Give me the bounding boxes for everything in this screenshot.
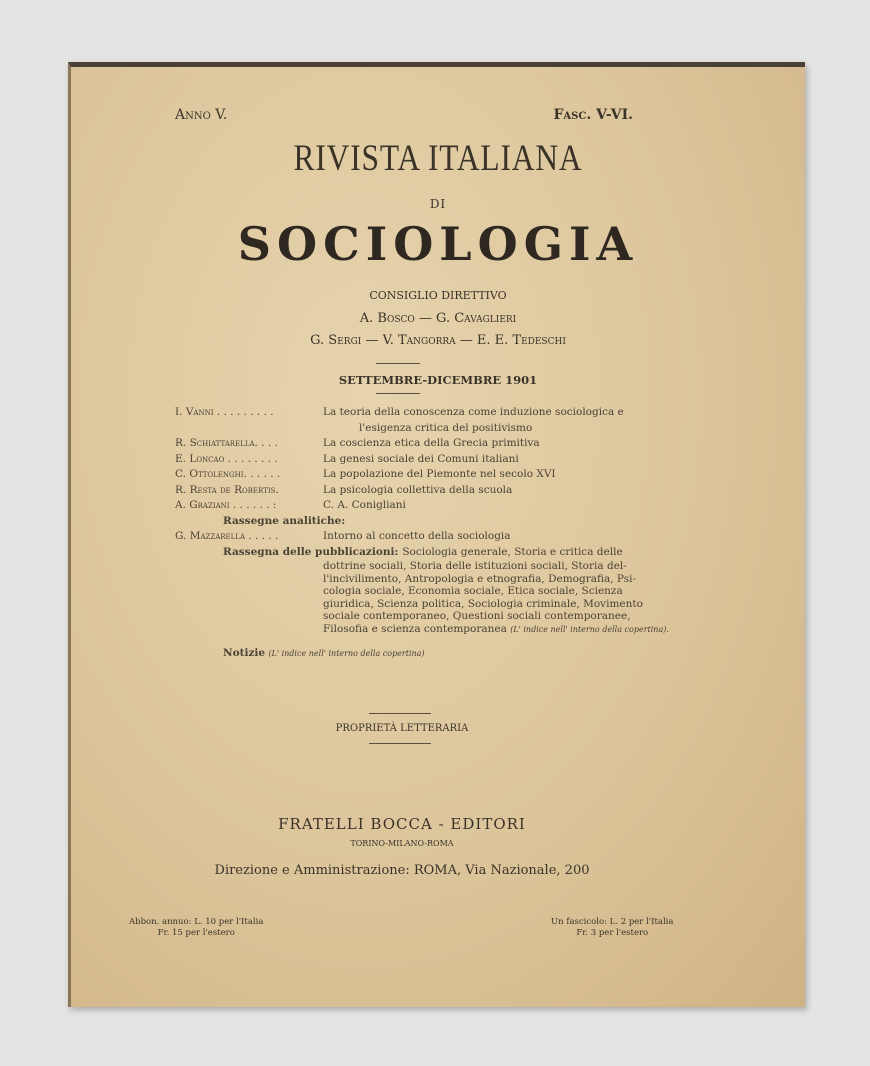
toc-entry — [175, 405, 669, 421]
issue-number: Fasc. V-VI. — [553, 107, 633, 123]
divider — [376, 363, 420, 364]
toc-entry — [175, 529, 669, 545]
toc-author: I. Vanni . . . . . . . . . — [175, 406, 274, 418]
price-line: Un fascicolo: L. 2 per l'Italia — [551, 917, 674, 927]
title-main: SOCIOLOGIA — [237, 217, 639, 271]
pubblicazioni-body — [175, 560, 669, 636]
title-di: DI — [429, 197, 447, 211]
price-line: Fr. 15 per l'estero — [157, 928, 235, 938]
toc-title: C. A. Conigliani — [323, 499, 406, 511]
pubblicazioni-line: sociale contemporaneo, Questioni sociali contemporanee, — [323, 610, 631, 622]
toc-author: C. Ottolenghi. . . . . . — [175, 468, 281, 480]
pubblicazioni-heading: Rassegna delle pubblicazioni: — [223, 545, 399, 558]
toc-title: La genesi sociale dei Comuni italiani — [323, 452, 519, 465]
volume-year: Anno V. — [175, 107, 228, 123]
pubblicazioni-line: Sociologia generale, Storia e critica delle — [402, 545, 623, 558]
toc-author: R. Resta de Robertis. — [175, 483, 279, 496]
subscription-price — [129, 917, 263, 939]
toc-entry — [175, 498, 669, 514]
pubblicazioni-line: Filosofia e scienza contemporanea — [323, 622, 507, 635]
publisher-name: FRATELLI BOCCA - EDITORI — [278, 815, 526, 833]
divider — [369, 713, 431, 714]
issue-date: SETTEMBRE-DICEMBRE 1901 — [338, 373, 538, 387]
toc-title: La coscienza etica della Grecia primitiva — [323, 437, 540, 449]
toc-entry — [175, 421, 669, 437]
journal-cover — [68, 62, 805, 1007]
divider — [369, 743, 431, 744]
price-line: Abbon. annuo: L. 10 per l'Italia — [129, 917, 264, 927]
toc-author: R. Schiattarella. . . . — [175, 437, 278, 449]
toc-entry — [175, 467, 669, 483]
notizie-note: (L' indice nell' interno della copertina) — [268, 649, 425, 658]
toc-author: A. Graziani . . . . . . : — [175, 499, 277, 511]
board-line2: G. Sergi — V. Tangorra — E. E. Tedeschi — [310, 333, 566, 348]
publisher-cities: TORINO-MILANO-ROMA — [350, 839, 454, 848]
board-label: CONSIGLIO DIRETTIVO — [369, 289, 507, 302]
notizie-heading: Notizie — [223, 647, 266, 659]
toc-author: E. Loncao . . . . . . . . — [175, 452, 278, 465]
toc-title: La psicologia collettiva della scuola — [323, 483, 513, 496]
pubblicazioni-line: cologia sociale, Economia sociale, Etica sociale, Scienza — [323, 585, 623, 597]
toc-author: G. Mazzarella . . . . . — [175, 530, 279, 542]
notizie-entry — [175, 646, 669, 662]
toc-title: Intorno al concetto della sociologia — [323, 530, 511, 542]
toc-entry — [175, 452, 669, 468]
rassegne-heading: Rassegne analitiche: — [223, 514, 346, 527]
title-line1: RIVISTA ITALIANA — [293, 138, 583, 179]
single-issue-price — [551, 917, 673, 939]
table-of-contents — [175, 405, 669, 662]
board-line1: A. Bosco — G. Cavaglieri — [359, 311, 517, 326]
pubblicazioni-line: giuridica, Scienza politica, Sociologia criminale, Movimento — [323, 597, 643, 610]
pubblicazioni-note: (L' indice nell' interno della copertina). — [510, 624, 669, 634]
divider — [376, 393, 420, 394]
pubblicazioni-line: l'incivilimento, Antropologia e etnografia, Demografia, Psi- — [323, 572, 637, 585]
publisher-address: Direzione e Amministrazione: ROMA, Via Nazionale, 200 — [214, 863, 590, 878]
toc-entry — [175, 483, 669, 499]
property-notice: PROPRIETÀ LETTERARIA — [335, 723, 469, 734]
toc-title: La popolazione del Piemonte nel secolo XVI — [323, 468, 556, 480]
toc-title: l'esigenza critica del positivismo — [359, 421, 533, 434]
toc-title: La teoria della conoscenza come induzione sociologica e — [323, 406, 624, 418]
toc-entry — [175, 436, 669, 452]
pubblicazioni-entry — [175, 545, 669, 561]
price-line: Fr. 3 per l'estero — [576, 928, 649, 938]
pubblicazioni-line: dottrine sociali, Storia delle istituzioni sociali, Storia del- — [323, 560, 627, 572]
